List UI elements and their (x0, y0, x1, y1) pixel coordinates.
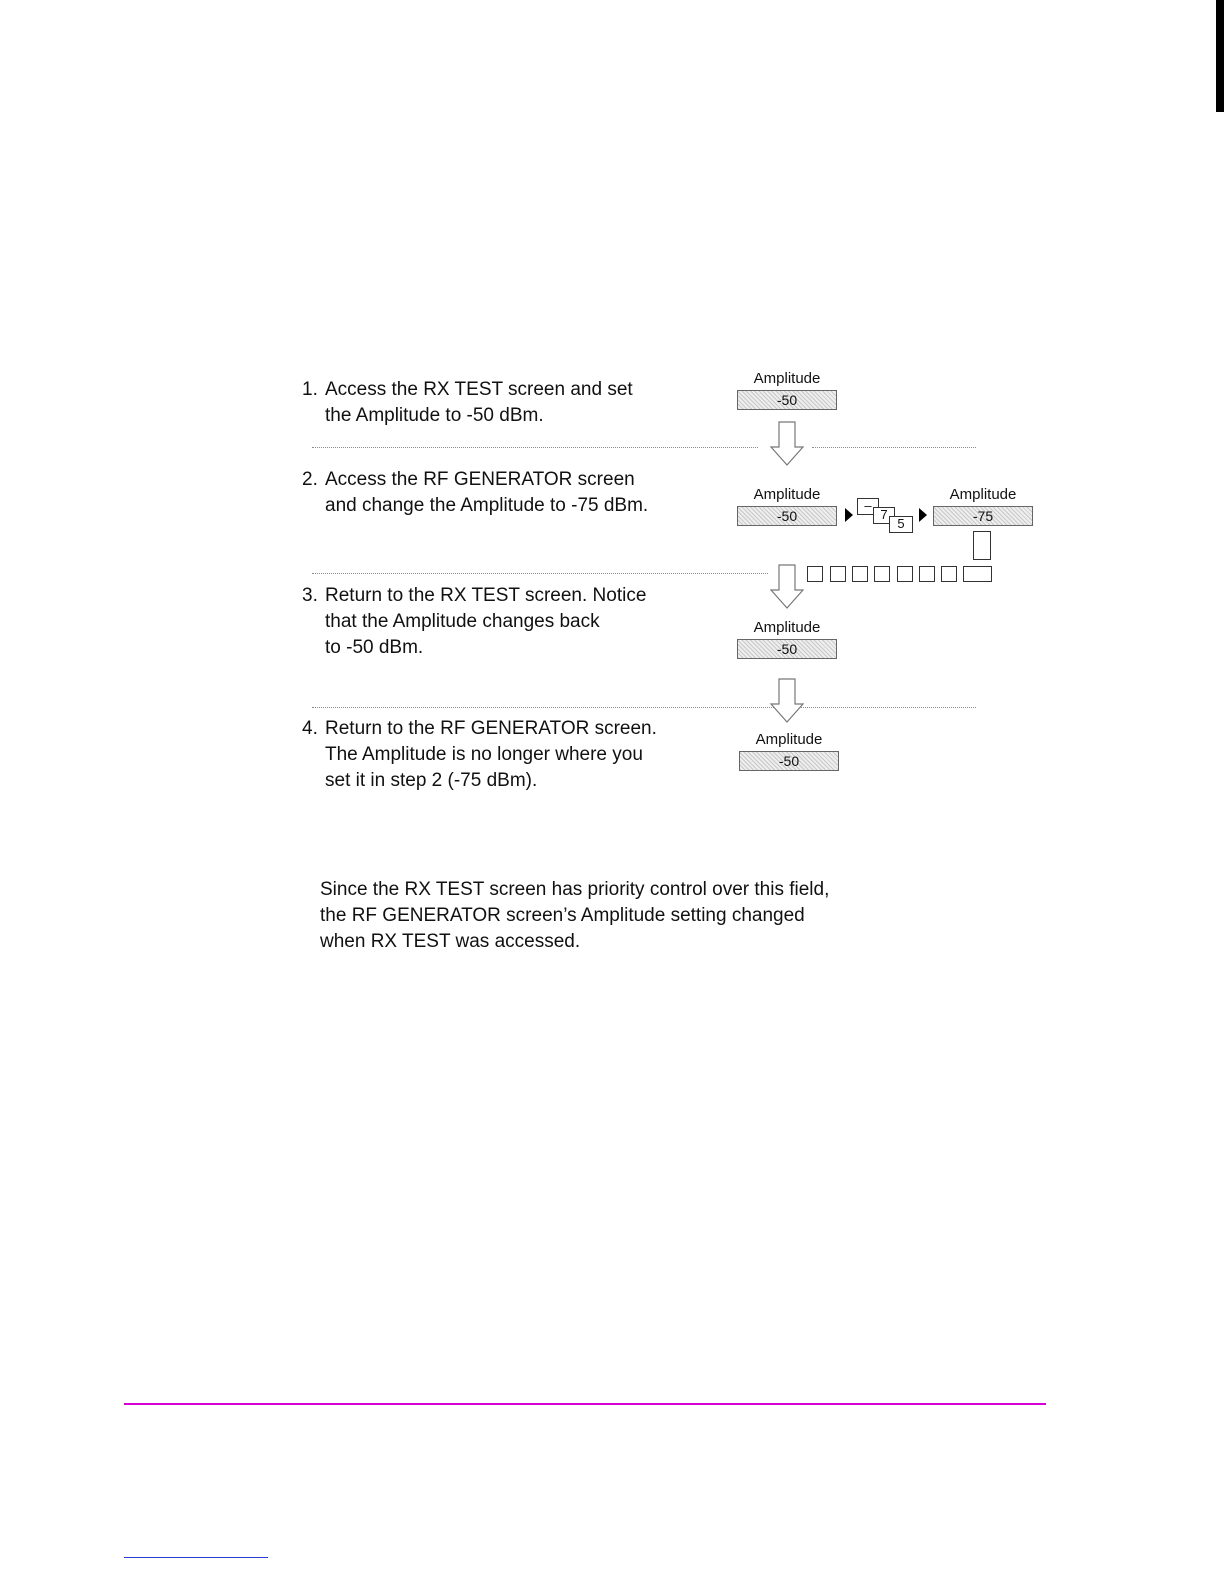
amplitude-field-step2-before (737, 486, 837, 526)
step-1 (302, 377, 722, 429)
play-triangle-icon (845, 508, 853, 522)
field-label: Amplitude (755, 731, 823, 748)
page-edge-marker (1216, 0, 1224, 112)
step-text: Return to the RF GENERATOR screen. The Amplitude is no longer where you set it in step 2 (-75 dBm). (325, 718, 657, 791)
field-value: -50 (737, 639, 837, 659)
amplitude-field-step3 (737, 619, 837, 659)
separator-line (312, 707, 976, 708)
field-value: -75 (933, 506, 1033, 526)
down-arrow-icon (770, 678, 804, 724)
play-triangle-icon (919, 508, 927, 522)
summary-text: Since the RX TEST screen has priority control over this field, the RF GENERATOR screen’s Amplitude setting changed when RX TEST was accessed. (320, 879, 830, 952)
soft-key-icon (963, 566, 992, 582)
down-arrow-icon (770, 421, 804, 467)
five-key: 5 (889, 516, 913, 533)
footer-link-rule (124, 1557, 268, 1558)
field-label: Amplitude (753, 486, 821, 503)
field-label: Amplitude (753, 370, 821, 387)
minus-key: – (857, 498, 879, 515)
step-number: 2. (302, 469, 318, 490)
amplitude-field-step4 (739, 731, 839, 771)
amplitude-field-step1 (737, 370, 837, 410)
step-number: 1. (302, 379, 318, 400)
step-text: Return to the RX TEST screen. Notice that the Amplitude changes back to -50 dBm. (325, 585, 647, 658)
step-text: Access the RX TEST screen and set the Amplitude to -50 dBm. (325, 379, 633, 426)
soft-key-icon (807, 566, 823, 582)
soft-key-icon (897, 566, 913, 582)
soft-key-icon (919, 566, 935, 582)
footer-rule (124, 1403, 1046, 1405)
step-number: 3. (302, 585, 318, 606)
step-4 (302, 716, 722, 794)
soft-key-icon (874, 566, 890, 582)
knob-icon (973, 531, 991, 560)
step-3 (302, 583, 722, 661)
down-arrow-icon (770, 564, 804, 610)
separator-line (312, 573, 768, 574)
soft-key-icon (830, 566, 846, 582)
seven-key: 7 (873, 507, 895, 524)
step-text: Access the RF GENERATOR screen and change the Amplitude to -75 dBm. (325, 469, 649, 516)
field-value: -50 (737, 506, 837, 526)
soft-key-icon (852, 566, 868, 582)
field-value: -50 (739, 751, 839, 771)
amplitude-field-step2-after (933, 486, 1033, 526)
soft-key-icon (941, 566, 957, 582)
separator-line (812, 447, 976, 448)
step-2 (302, 467, 722, 519)
separator-line (312, 447, 758, 448)
step-number: 4. (302, 718, 318, 739)
field-label: Amplitude (753, 619, 821, 636)
field-label: Amplitude (949, 486, 1017, 503)
field-value: -50 (737, 390, 837, 410)
